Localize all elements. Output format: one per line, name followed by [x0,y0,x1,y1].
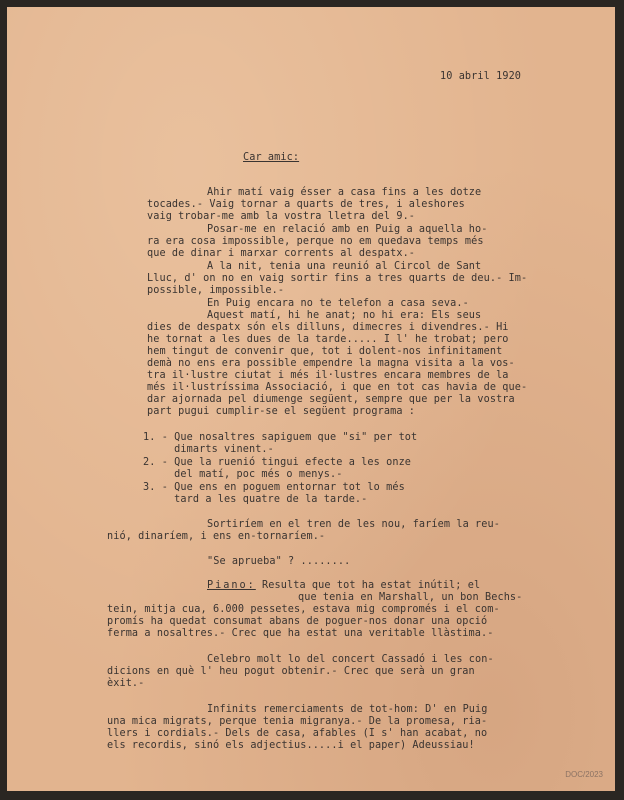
program-item: tard a les quatre de la tarde.- [143,494,368,505]
body-line: tocades.- Vaig tornar a quarts de tres, i aleshores [147,199,465,210]
body-line: vaig trobar-me amb la vostra lletra del 9.- [147,211,416,222]
body-line: hem tingut de convenir que, tot i dolent-nos infinitament [147,346,503,357]
body-line: tra il·lustre ciutat i més il·lustres encara membres de la [147,370,509,381]
piano-line: que tenia en Marshall, un bon Bechs- [298,592,523,603]
body-line: dies de despatx són els dilluns, dimecres i divendres.- Hi [147,322,509,333]
body-line: que de dinar i marxar corrents al despatx.- [147,248,416,259]
closing-line: "Se aprueba" ? ........ [207,556,351,567]
letter-greeting: Car amic: [243,152,300,163]
program-item: 1. - Que nosaltres sapiguem que "si" per tot [143,432,418,443]
program-item: dimarts vinent.- [143,444,274,455]
body-line: dar ajornada pel diumenge següent, sempre que per la vostra [147,394,515,405]
body-line: Aquest matí, hi he anat; no hi era: Els seus [207,310,482,321]
piano-paragraph-first-line [207,580,480,592]
program-item: 3. - Que ens en poguem entornar tot lo més [143,482,405,493]
body-line: he tornat a les dues de la tarde..... I l' he trobat; pero [147,334,509,345]
body-line: ra era cosa impossible, perque no em quedava temps més [147,236,484,247]
body-line: A la nit, tenia una reunió al Circol de Sant [207,261,482,272]
program-item: 2. - Que la ruenió tingui efecte a les onze [143,457,412,468]
letter-sheet [7,7,615,791]
piano-line: ferma a nosaltres.- Crec que ha estat una veritable llàstima.- [107,628,494,639]
concert-line: èxit.- [107,678,145,689]
piano-heading: Piano: [207,580,256,591]
body-line: En Puig encara no te telefon a casa seva.- [207,298,469,309]
final-line: els recordis, sinó els adjectius.....i el paper) Adeussiau! [107,740,475,751]
body-line: possible, impossible.- [147,285,285,296]
body-line: Lluc, d' on no en vaig sortir fins a tres quarts de deu.- Im- [147,273,528,284]
piano-line: Resulta que tot ha estat inútil; el [255,580,481,591]
piano-line: promís ha quedat consumat abans de poguer-nos donar una opció [107,616,488,627]
body-line: més il·lustríssima Associació, i que en tot cas havia de que- [147,382,528,393]
body-line: part pugui cumplir-se el següent programa : [147,406,416,417]
closing-line: Sortiríem en el tren de les nou, faríem la reu- [207,519,500,530]
final-line: Infinits remerciaments de tot-hom: D' en Puig [207,704,488,715]
archive-mark: DOC/2023 [565,770,603,779]
body-line: demà no ens era possible empendre la magna visita a la vos- [147,358,515,369]
piano-line: tein, mitja cua, 6.000 pessetes, estava mig compromés i el com- [107,604,500,615]
program-item: del matí, poc més o menys.- [143,469,343,480]
final-line: llers i cordials.- Dels de casa, afables (I s' han acabat, no [107,728,488,739]
body-line: Posar-me en relació amb en Puig a aquella ho- [207,224,488,235]
letter-date: 10 abril 1920 [440,71,522,82]
concert-line: dicions en què l' heu pogut obtenir.- Crec que serà un gran [107,666,475,677]
final-line: una mica migrats, perque tenia migranya.- De la promesa, ria- [107,716,488,727]
concert-line: Celebro molt lo del concert Cassadó i les con- [207,654,494,665]
body-line: Ahir matí vaig ésser a casa fins a les dotze [207,187,482,198]
closing-line: nió, dinaríem, i ens en-tornaríem.- [107,531,326,542]
